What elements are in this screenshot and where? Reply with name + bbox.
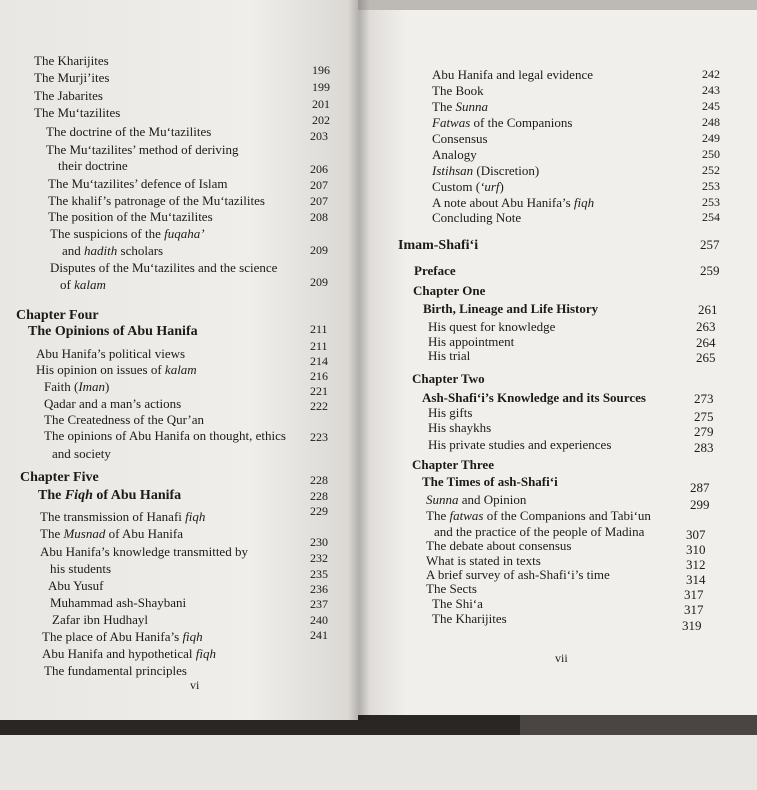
toc-entry: The Musnad of Abu Hanifa [40, 526, 183, 541]
chapter-label: Chapter Four [16, 308, 99, 323]
page-number: 275 [694, 409, 714, 424]
page-number: 299 [690, 497, 710, 512]
toc-entry: The Mu‘tazilites’ method of deriving [46, 142, 239, 157]
page-number: 310 [686, 542, 706, 557]
page-number: 209 [310, 275, 328, 289]
toc-entry: and society [52, 446, 111, 461]
page-number: 253 [702, 179, 720, 193]
chapter-title: The Fiqh of Abu Hanifa [38, 488, 182, 503]
page-number: 319 [682, 618, 702, 633]
page-number: 263 [696, 319, 716, 334]
toc-entry: Custom (‘urf) [432, 179, 504, 194]
page-number: 245 [702, 99, 720, 113]
page-number: 257 [700, 237, 720, 252]
page-number: 232 [310, 551, 328, 565]
page-number: 237 [310, 597, 328, 611]
chapter-title: The Times of ash-Shafi‘i [422, 474, 558, 489]
page-number: 207 [310, 194, 328, 208]
toc-entry: Abu Hanifa and hypothetical fiqh [42, 646, 217, 661]
toc-entry: The Jabarites [34, 88, 103, 103]
folio-left: vi [190, 678, 200, 692]
toc-entry: The fatwas of the Companions and Tabi‘un [426, 508, 651, 523]
toc-entry: A brief survey of ash-Shafi‘i’s time [426, 567, 610, 582]
page-number: 201 [312, 97, 330, 111]
toc-entry: The Mu‘tazilites’ defence of Islam [48, 176, 228, 191]
toc-entry: Qadar and a man’s actions [44, 396, 182, 411]
page-number: 250 [702, 147, 720, 161]
toc-entry: The Shi‘a [432, 596, 483, 611]
toc-entry: The suspicions of the fuqaha’ [50, 226, 205, 241]
page-number: 312 [686, 557, 706, 572]
page-number: 287 [690, 480, 710, 495]
page-number: 307 [686, 527, 706, 542]
page-number: 214 [310, 354, 328, 368]
table-light-area [0, 735, 757, 790]
chapter-title: Birth, Lineage and Life History [423, 301, 599, 316]
toc-entry: His gifts [428, 405, 473, 420]
section-title: Imam-Shafi‘i [398, 238, 479, 253]
page-number: 240 [310, 613, 328, 627]
toc-entry: and hadith scholars [62, 243, 164, 258]
page-number: 202 [312, 113, 330, 127]
toc-entry: The Createdness of the Qur’an [44, 412, 205, 427]
toc-entry: His shaykhs [428, 420, 492, 435]
toc-entry: Fatwas of the Companions [432, 115, 573, 130]
toc-entry: Zafar ibn Hudhayl [52, 612, 149, 627]
page-number: 254 [702, 210, 720, 224]
page-number: 203 [310, 129, 328, 143]
page-number: 279 [694, 424, 714, 439]
toc-entry: The fundamental principles [44, 663, 187, 678]
page-number: 264 [696, 335, 716, 350]
page-number: 221 [310, 384, 328, 398]
toc-entry: The Murji’ites [34, 70, 110, 85]
page-number: 206 [310, 162, 328, 176]
toc-entry: of kalam [60, 277, 106, 292]
toc-entry: The opinions of Abu Hanifa on thought, ethics [44, 428, 286, 443]
page-number: 243 [702, 83, 720, 97]
page-number: 317 [684, 602, 704, 617]
chapter-label: Chapter Five [20, 470, 99, 485]
book-gutter [348, 0, 370, 720]
page-number: 207 [310, 178, 328, 192]
chapter-label: Chapter Three [412, 457, 494, 472]
chapter-title: Ash-Shafi‘i’s Knowledge and its Sources [422, 390, 646, 405]
toc-entry: His appointment [428, 334, 515, 349]
toc-entry: The khalif’s patronage of the Mu‘tazilites [48, 193, 265, 208]
toc-entry: His opinion on issues of kalam [36, 362, 197, 377]
toc-entry: and the practice of the people of Madina [434, 524, 645, 539]
page-number: 253 [702, 195, 720, 209]
section-title: Preface [414, 263, 456, 278]
page-number: 249 [702, 131, 720, 145]
toc-entry: The Book [432, 83, 484, 98]
toc-entry: His trial [428, 348, 471, 363]
page-number: 261 [698, 302, 718, 317]
page-number: 199 [312, 80, 330, 94]
toc-entry: The debate about consensus [426, 538, 572, 553]
toc-entry: The transmission of Hanafi fiqh [40, 509, 206, 524]
toc-entry: Sunna and Opinion [426, 492, 527, 507]
toc-entry: His quest for knowledge [428, 319, 556, 334]
toc-entry: His private studies and experiences [428, 437, 612, 452]
page-number: 241 [310, 628, 328, 642]
toc-entry: The Mu‘tazilites [34, 105, 121, 120]
toc-entry: What is stated in texts [426, 553, 541, 568]
folio-right: vii [555, 651, 568, 665]
toc-entry: The Kharijites [432, 611, 507, 626]
page-number: 317 [684, 587, 704, 602]
page-number: 314 [686, 572, 706, 587]
page-number: 235 [310, 567, 328, 581]
toc-entry: Abu Hanifa’s knowledge transmitted by [40, 544, 248, 559]
toc-entry: Disputes of the Mu‘tazilites and the science [50, 260, 278, 275]
chapter-title: The Opinions of Abu Hanifa [28, 324, 198, 339]
page-number: 248 [702, 115, 720, 129]
page-number: 242 [702, 67, 720, 81]
page-number: 208 [310, 210, 328, 224]
toc-entry: The place of Abu Hanifa’s fiqh [42, 629, 203, 644]
page-number: 209 [310, 243, 328, 257]
toc-entry: Istihsan (Discretion) [432, 163, 540, 178]
page-number: 230 [310, 535, 328, 549]
toc-entry: The position of the Mu‘tazilites [48, 209, 213, 224]
toc-entry: Abu Hanifa’s political views [36, 346, 186, 361]
page-number: 252 [702, 163, 720, 177]
page-number: 236 [310, 582, 328, 596]
toc-entry: The Sects [426, 581, 477, 596]
toc-entry: The Kharijites [34, 53, 109, 68]
toc-entry: Faith (Iman) [44, 379, 110, 394]
page-number: 283 [694, 440, 714, 455]
page-number: 273 [694, 391, 714, 406]
toc-entry: Abu Yusuf [48, 578, 104, 593]
toc-entry: his students [50, 561, 112, 576]
toc-entry: The doctrine of the Mu‘tazilites [46, 124, 212, 139]
page-number: 229 [310, 504, 328, 518]
toc-entry: their doctrine [58, 158, 128, 173]
page-number: 223 [310, 430, 328, 444]
toc-entry: Analogy [432, 147, 477, 162]
toc-entry: The Sunna [432, 99, 488, 114]
toc-entry: Consensus [432, 131, 488, 146]
page-number: 211 [310, 339, 328, 353]
chapter-label: Chapter Two [412, 371, 485, 386]
page-number: 265 [696, 350, 716, 365]
page-number: 196 [312, 63, 330, 77]
chapter-label: Chapter One [413, 283, 486, 298]
toc-entry: Muhammad ash-Shaybani [50, 595, 187, 610]
page-number: 222 [310, 399, 328, 413]
toc-entry: Abu Hanifa and legal evidence [432, 67, 593, 82]
page-number: 216 [310, 369, 328, 383]
toc-entry: A note about Abu Hanifa’s fiqh [432, 195, 595, 210]
toc-entry: Concluding Note [432, 210, 522, 225]
page-number: 259 [700, 263, 720, 278]
page-number: 228 [310, 489, 328, 503]
page-number: 228 [310, 473, 328, 487]
page-number: 211 [310, 322, 328, 336]
